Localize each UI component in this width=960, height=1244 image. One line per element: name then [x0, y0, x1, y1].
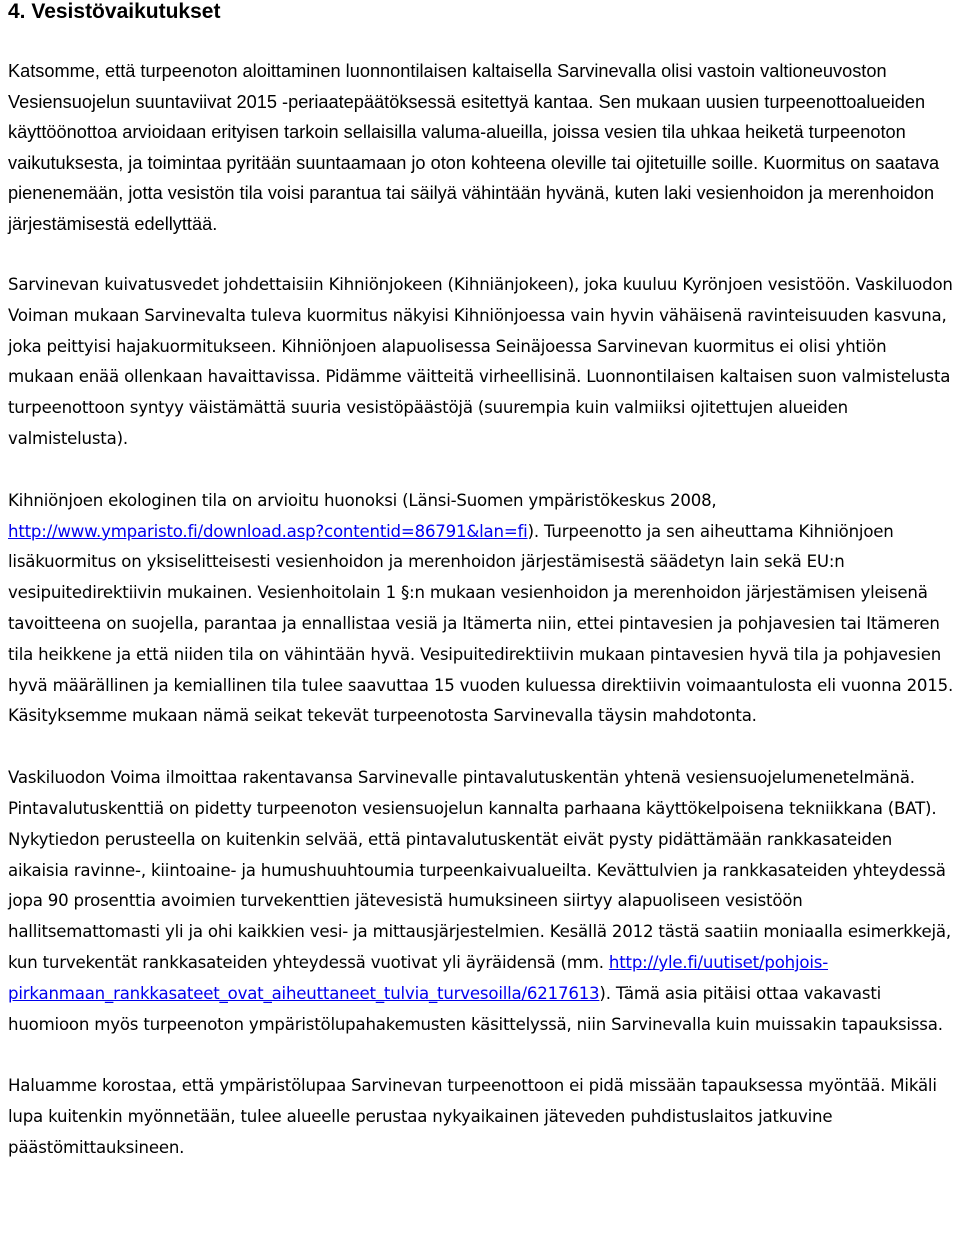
paragraph-1: Katsomme, että turpeenoton aloittaminen luonnontilaisen kaltaisella Sarvinevalla olisi vastoin valtioneuvoston Vesiensuojelun suuntaviivat 2015 -periaatepäätöksessä esitettyä kantaa. Sen mukaan uusien turpeenottoalueiden käyttöönottoa arvioidaan erityisen tarkoin sellaisilla valuma-alueilla, joissa vesien tila uhkaa heiketä turpeenoton vaikutuksesta, ja toimintaa pyritään suuntaamaan jo oton kohteena oleville tai ojitetuille soille. Kuormitus on saatava pienenemään, jotta vesistön tila voisi parantua tai säilyä vähintään hyvänä, kuten laki vesienhoidon ja merenhoidon järjestämisestä edellyttää. [8, 61, 940, 234]
document-body [8, 270, 954, 1164]
ymparisto-link[interactable]: http://www.ymparisto.fi/download.asp?contentid=86791&lan=fi [8, 521, 528, 541]
yle-news-link[interactable]: http://yle.fi/uutiset/pohjois-pirkanmaan_rankkasateet_ovat_aiheuttaneet_tulvia_turvesoilla/6217613 [8, 952, 828, 1003]
paragraph-5: Haluamme korostaa, että ympäristölupaa Sarvinevan turpeenottoon ei pidä missään tapauksessa myöntää. Mikäli lupa kuitenkin myönnetään, tulee alueelle perustaa nykyaikainen jäteveden puhdistuslaitos jatkuvine päästömittauksineen. [8, 1076, 937, 1157]
paragraph-4-text-end: ). Tämä asia pitäisi ottaa vakavasti huomioon myös turpeenoton ympäristölupahakemusten käsittelyssä, niin Sarvinevalla kuin muissakin tapauksissa. [8, 983, 943, 1034]
paragraph-2: Sarvinevan kuivatusvedet johdettaisiin Kihniönjokeen (Kihniänjokeen), joka kuuluu Kyrönjoen vesistöön. Vaskiluodon Voiman mukaan Sarvinevalta tuleva kuormitus näkyisi Kihniönjoessa vain hyvin vähäisenä ravinteisuuden kasvuna, joka peittyisi hajakuormitukseen. Kihniönjoen alapuolisessa Seinäjoessa Sarvinevan kuormitus ei olisi yhtiön mukaan enää ollenkaan havaittavissa. Pidämme väitteitä virheellisinä. Luonnontilaisen kaltaisen suon valmistelusta turpeenottoon syntyy väistämättä suuria vesistöpäästöjä (suurempia kuin valmiiksi ojitettujen alueiden valmistelusta). [8, 275, 953, 448]
paragraph-3-text-end: ). Turpeenotto ja sen aiheuttama Kihniönjoen lisäkuormitus on yksiselitteisesti vesienhoidon ja merenhoidon järjestämisestä säädetyn lain sekä EU:n vesipuitedirektiivin mukainen. Vesienhoitolain 1 §:n mukaan vesienhoidon ja merenhoidon järjestämisen yleisenä tavoitteena on suojella, parantaa ja ennallistaa vesiä ja Itämerta niin, ettei pintavesien ja pohjavesien tai Itämeren tila heikkene ja että niiden tila on vähintään hyvä. Vesipuitedirektiivin mukaan pintavesien hyvä tila ja pohjavesien hyvä määrällinen ja kemiallinen tila tulee saavuttaa 15 vuoden kuluessa direktiivin voimaantulosta eli vuonna 2015. Käsityksemme mukaan nämä seikat tekevät turpeenotosta Sarvinevalla täysin mahdotonta. [8, 521, 954, 726]
document-page [8, 0, 954, 1164]
paragraph-3-text-start: Kihniönjoen ekologinen tila on arvioitu huonoksi (Länsi-Suomen ympäristökeskus 2008, [8, 490, 717, 510]
section-heading: 4. Vesistövaikutukset [8, 0, 221, 23]
paragraph-4 [8, 763, 954, 1040]
paragraph-4-text-start: Vaskiluodon Voima ilmoittaa rakentavansa Sarvinevalle pintavalutuskentän yhtenä vesiensuojelumenetelmänä. Pintavalutuskenttiä on pidetty turpeenoton vesiensuojelun kannalta parhaana käyttökelpoisena tekniikkana (BAT). Nykytiedon perusteella on kuitenkin selvää, että pintavalutuskentät eivät pysty pidättämään rankkasateiden aikaisia ravinne-, kiintoaine- ja humushuuhtoumia turpeenkaivualueilta. Kevättulvien ja rankkasateiden yhteydessä jopa 90 prosenttia avoimien turvekenttien jätevesistä humuksineen siirtyy alapuoliseen vesistöön hallitsemattomasti yli ja ohi kaikkien vesi- ja mittausjärjestelmien. Kesällä 2012 tästä saatiin moniaalla esimerkkejä, kun turvekentät rankkasateiden yhteydessä vuotivat yli äyräidensä (mm. [8, 768, 951, 972]
paragraph-3 [8, 486, 954, 732]
